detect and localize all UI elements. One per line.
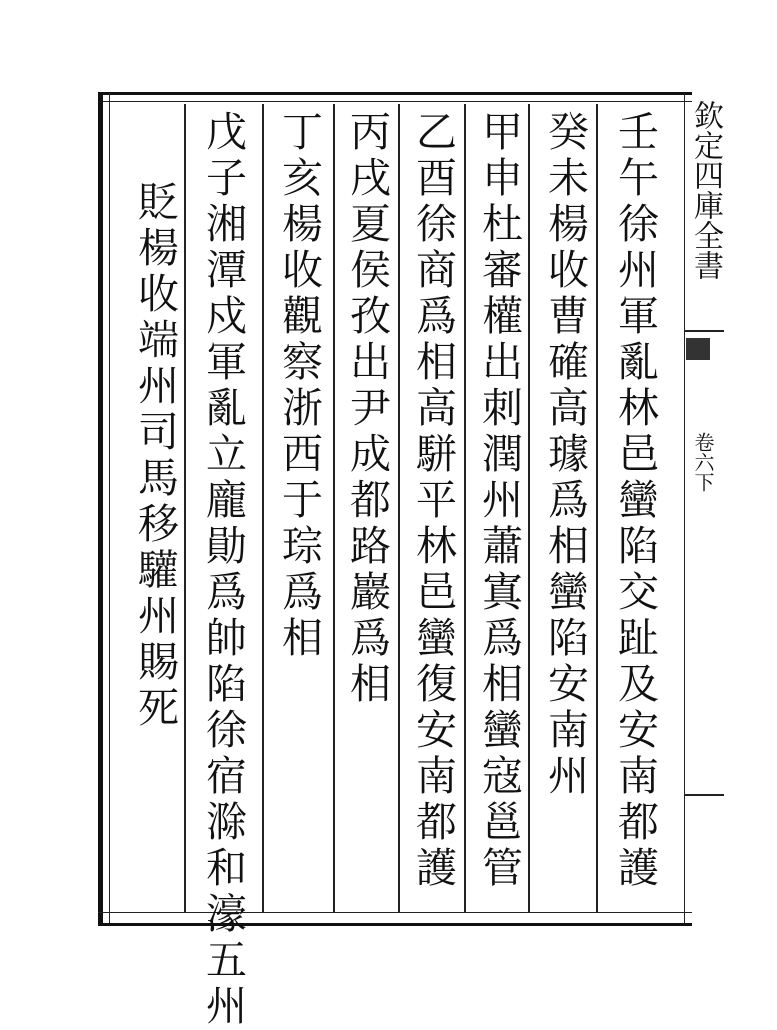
column-rule <box>262 104 264 912</box>
margin-volume-label: 卷六下 <box>691 432 715 492</box>
text-column-7: 戊子湘潭戍軍亂立龐勛爲帥陷徐宿滁和濠五州 <box>199 110 247 1030</box>
column-rule <box>464 104 466 912</box>
margin-separator <box>684 330 724 332</box>
text-column-3: 甲申杜審權出刺潤州蕭寘爲相蠻寇邕管 <box>475 110 523 892</box>
column-rule <box>398 104 400 912</box>
text-column-1: 壬午徐州軍亂林邑蠻陷交趾及安南都護 <box>611 110 659 892</box>
column-rule <box>333 104 335 912</box>
margin-book-title: 欽定四庫全書 <box>688 100 723 280</box>
text-column-6: 丁亥楊收觀察浙西于琮爲相 <box>275 110 323 662</box>
column-rule <box>184 104 186 912</box>
frame-left-border <box>98 92 110 924</box>
fishtail-mark <box>686 338 710 360</box>
text-column-4: 乙酉徐商爲相高駢平林邑蠻復安南都護 <box>409 110 457 892</box>
column-rule <box>596 104 598 912</box>
margin-separator <box>684 794 724 796</box>
text-column-5: 丙戌夏侯孜出尹成都路巖爲相 <box>343 110 391 708</box>
column-rule <box>528 104 530 912</box>
text-column-2: 癸未楊收曹確高璩爲相蠻陷安南州 <box>541 110 589 800</box>
text-column-8: 貶楊收端州司馬移驩州賜死 <box>131 180 179 732</box>
frame-top-border <box>98 92 692 102</box>
frame-bottom-border <box>98 912 692 926</box>
frame-right-border <box>684 92 685 924</box>
